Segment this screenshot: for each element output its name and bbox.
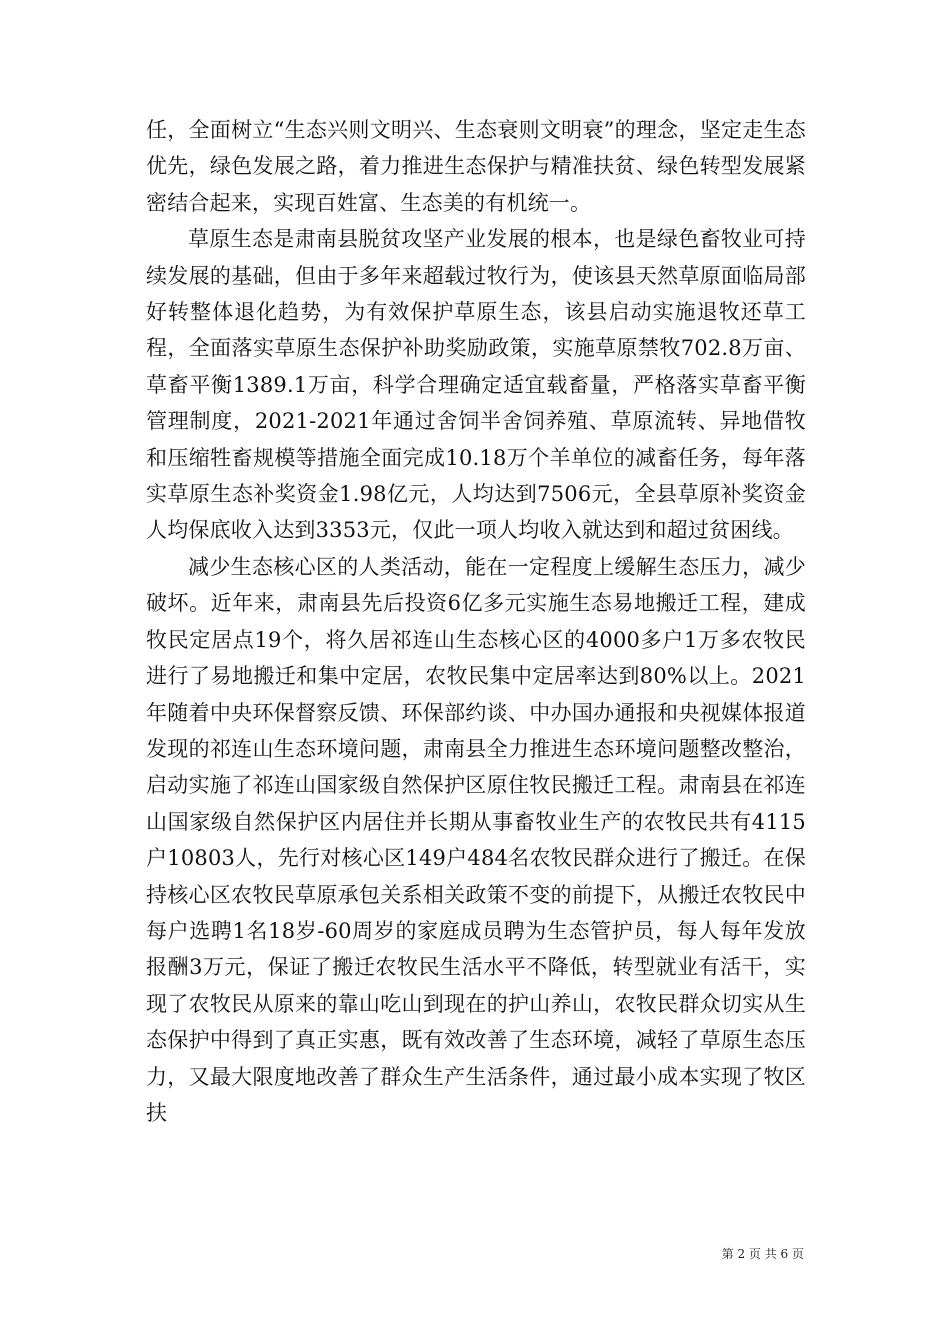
paragraph-1: 任，全面树立“生态兴则文明兴、生态衰则文明衰”的理念，坚定走生态优先，绿色发展之路，着力推进生态保护与精准扶贫、绿色转型发展紧密结合起来，实现百姓富、生态美的有机统一。	[146, 118, 806, 215]
paragraph-2: 草原生态是肃南县脱贫攻坚产业发展的根本，也是绿色畜牧业可持续发展的基础，但由于多年来超载过牧行为，使该县天然草原面临局部好转整体退化趋势，为有效保护草原生态，该县启动实施退牧还草工程，全面落实草原生态保护补助奖励政策，实施草原禁牧702.8万亩、草畜平衡1389.1万亩，科学合理确定适宜载畜量，严格落实草畜平衡管理制度，2021-2021年通过舍饲半舍饲养殖、草原流转、异地借牧和压缩牲畜规模等措施全面完成10.18万个羊单位的减畜任务，每年落实草原生态补奖资金1.98亿元，人均达到7506元，全县草原补奖资金人均保底收入达到3353元，仅此一项人均收入就达到和超过贫困线。	[146, 227, 806, 543]
body-text	[146, 112, 806, 1131]
page-footer	[722, 1247, 804, 1261]
paragraph-3: 减少生态核心区的人类活动，能在一定程度上缓解生态压力，减少破坏。近年来，肃南县先后投资6亿多元实施生态易地搬迁工程，建成牧民定居点19个，将久居祁连山生态核心区的4000多户1万多农牧民进行了易地搬迁和集中定居，农牧民集中定居率达到80%以上。2021年随着中央环保督察反馈、环保部约谈、中办国办通报和央视媒体报道发现的祁连山生态环境问题，肃南县全力推进生态环境问题整改整治，启动实施了祁连山国家级自然保护区原住牧民搬迁工程。肃南县在祁连山国家级自然保护区内居住并长期从事畜牧业生产的农牧民共有4115户10803人，先行对核心区149户484名农牧民群众进行了搬迁。在保持核心区农牧民草原承包关系相关政策不变的前提下，从搬迁农牧民中每户选聘1名18岁-60周岁的家庭成员聘为生态管护员，每人每年发放报酬3万元，保证了搬迁农牧民生活水平不降低，转型就业有活干，实现了农牧民从原来的靠山吃山到现在的护山养山，农牧民群众切实从生态保护中得到了真正实惠，既有效改善了生态环境，减轻了草原生态压力，又最大限度地改善了群众生产生活条件，通过最小成本实现了牧区扶	[146, 554, 806, 1125]
page-number-label: 第 2 页 共 6 页	[721, 1247, 804, 1261]
